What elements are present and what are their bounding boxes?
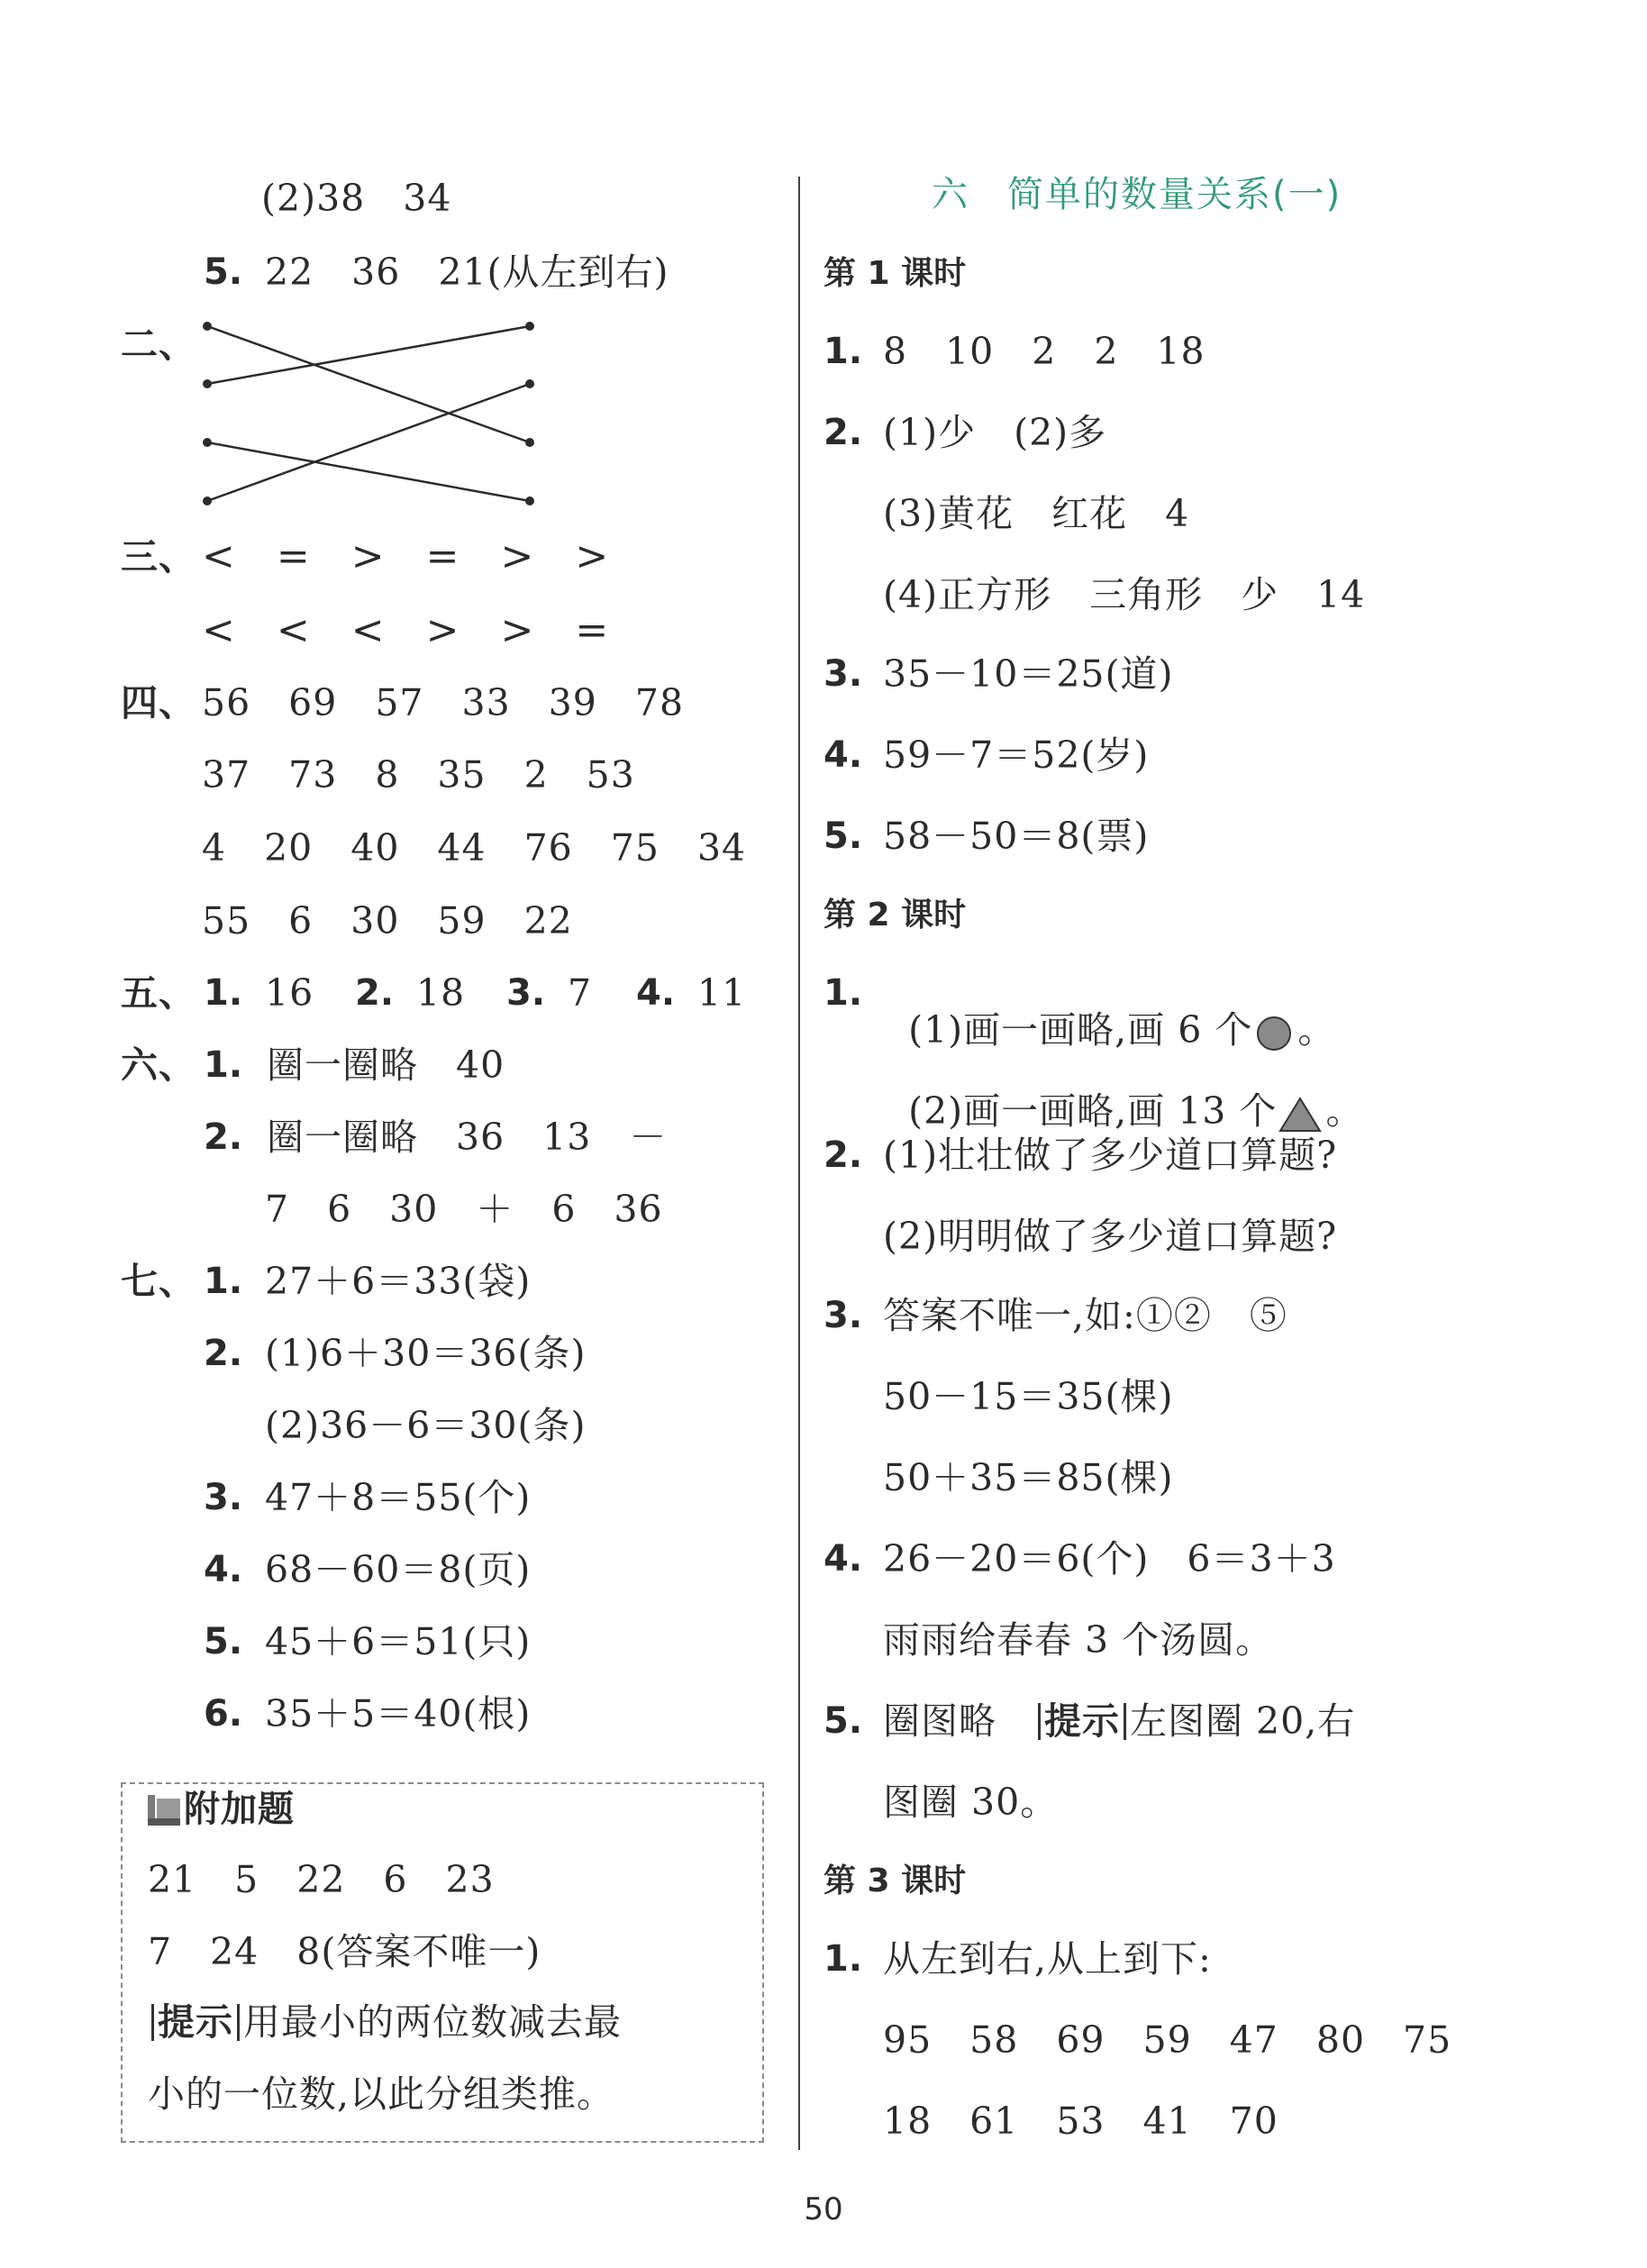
item-number: 2. bbox=[824, 1134, 863, 1176]
circle-shape-icon bbox=[1254, 1016, 1296, 1052]
item-number: 4. bbox=[204, 1549, 243, 1590]
hint-label: 提示 bbox=[151, 2004, 240, 2041]
number-row: 4 20 40 44 76 75 34 bbox=[202, 826, 747, 870]
extra-title: 附加题 bbox=[184, 1789, 295, 1830]
lesson-heading: 第 2 课时 bbox=[824, 897, 967, 934]
lesson-heading: 第 1 课时 bbox=[824, 255, 967, 292]
answer-end: 。 bbox=[1325, 1089, 1364, 1133]
item-number: 2. bbox=[355, 972, 395, 1014]
hint-label: 提示 bbox=[1038, 1703, 1126, 1740]
number-row: 95 58 69 59 47 80 75 bbox=[883, 2018, 1452, 2062]
item-number: 1. bbox=[204, 1261, 243, 1302]
answer-line: 35－10＝25(道) bbox=[883, 652, 1174, 696]
answer-line: 7 6 30 ＋ 6 36 bbox=[265, 1188, 663, 1231]
answer-line: (2)38 34 bbox=[261, 177, 452, 220]
answer-line: 答案不唯一,如:①② ⑤ bbox=[883, 1294, 1288, 1337]
comparison-row: < < < > > = bbox=[202, 607, 610, 653]
answer-value: 11 bbox=[697, 971, 747, 1015]
lesson-heading: 第 3 课时 bbox=[824, 1863, 967, 1899]
answer-line: 45＋6＝51(只) bbox=[265, 1620, 532, 1663]
answer-line: 雨雨给春春 3 个汤圆。 bbox=[883, 1618, 1274, 1662]
answer-line: (1)壮壮做了多少道口算题? bbox=[883, 1134, 1338, 1177]
extra-row: 小的一位数,以此分组类推。 bbox=[148, 2072, 615, 2116]
section-label: 三、 bbox=[121, 535, 196, 578]
item-number: 5. bbox=[824, 815, 863, 857]
item-number: 3. bbox=[824, 653, 863, 695]
item-number: 6. bbox=[204, 1693, 243, 1735]
answer-line: 26－20＝6(个) 6＝3＋3 bbox=[883, 1537, 1336, 1580]
number-row: 37 73 8 35 2 53 bbox=[202, 753, 635, 797]
answer-line: 59－7＝52(岁) bbox=[883, 733, 1150, 777]
answer-line: (2)36－6＝30(条) bbox=[265, 1404, 587, 1447]
answer-line: 圈一圈略 40 bbox=[267, 1043, 505, 1087]
answer-line bbox=[883, 1699, 1356, 1743]
answer-line: 从左到右,从上到下: bbox=[883, 1937, 1212, 1981]
hint-text: 用最小的两位数减去最 bbox=[243, 2000, 622, 2044]
answer-line: 50－15＝35(棵) bbox=[883, 1375, 1174, 1418]
item-number: 1. bbox=[824, 972, 863, 1014]
answer-line: 58－50＝8(票) bbox=[883, 815, 1150, 858]
answer-value: 16 bbox=[265, 971, 314, 1015]
answer-line: (2)明明做了多少道口算题? bbox=[883, 1215, 1338, 1258]
answer-line: (3)黄花 红花 4 bbox=[883, 492, 1190, 535]
answer-line: 图圈 30。 bbox=[883, 1781, 1059, 1824]
item-number: 5. bbox=[824, 1700, 863, 1742]
answer-text: (1)画一画略,画 6 个 bbox=[908, 1008, 1253, 1052]
number-row: 18 61 53 41 70 bbox=[883, 2099, 1278, 2143]
triangle-shape-icon bbox=[1278, 1096, 1324, 1134]
item-number: 4. bbox=[824, 1538, 863, 1580]
answer-line: 圈一圈略 36 13 － bbox=[267, 1116, 668, 1159]
answer-end: 。 bbox=[1297, 1008, 1336, 1052]
answer-line: 50＋35＝85(棵) bbox=[883, 1456, 1174, 1499]
extra-hint-row bbox=[148, 2000, 622, 2044]
item-number: 4. bbox=[636, 972, 676, 1014]
extra-row: 21 5 22 6 23 bbox=[148, 1858, 495, 1901]
item-number: 1. bbox=[824, 331, 863, 372]
section-label: 五、 bbox=[121, 971, 196, 1015]
number-row: 55 6 30 59 22 bbox=[202, 899, 573, 943]
answer-text: 左图圈 20,右 bbox=[1130, 1699, 1356, 1743]
answer-value: 18 bbox=[416, 971, 466, 1015]
answer-value: 7 bbox=[568, 971, 593, 1015]
item-number: 3. bbox=[204, 1477, 243, 1518]
comparison-row: < = > = > > bbox=[202, 533, 610, 579]
answer-text: (2)画一画略,画 13 个 bbox=[908, 1089, 1278, 1133]
extra-row: 7 24 8(答案不唯一) bbox=[148, 1930, 541, 1973]
section-label: 二、 bbox=[121, 323, 196, 366]
item-number: 3. bbox=[506, 972, 546, 1014]
answer-line: (4)正方形 三角形 少 14 bbox=[883, 573, 1366, 616]
section-label: 四、 bbox=[121, 681, 196, 724]
item-number: 5. bbox=[204, 1621, 243, 1662]
section-label: 七、 bbox=[121, 1260, 196, 1303]
page-number: 50 bbox=[804, 2191, 843, 2227]
answer-line: 35＋5＝40(根) bbox=[265, 1692, 532, 1735]
item-number: 4. bbox=[824, 734, 863, 776]
answer-line: 47＋8＝55(个) bbox=[265, 1476, 532, 1519]
section-label: 六、 bbox=[121, 1043, 196, 1087]
item-number: 5. bbox=[204, 251, 243, 293]
answer-line: 27＋6＝33(袋) bbox=[265, 1260, 532, 1303]
answer-line: 22 36 21(从左到右) bbox=[265, 250, 669, 294]
item-number: 1. bbox=[204, 1044, 243, 1086]
answer-line bbox=[883, 975, 1335, 1052]
answer-line: (1)6＋30＝36(条) bbox=[265, 1332, 587, 1375]
answer-text: 圈图略 bbox=[883, 1699, 996, 1743]
item-number: 2. bbox=[204, 1116, 243, 1158]
answer-line: (1)少 (2)多 bbox=[883, 411, 1107, 454]
chapter-title: 六 简单的数量关系(一) bbox=[932, 174, 1342, 215]
answer-line bbox=[883, 1056, 1363, 1134]
item-number: 1. bbox=[824, 1938, 863, 1980]
item-number: 2. bbox=[204, 1333, 243, 1374]
number-row: 56 69 57 33 39 78 bbox=[202, 681, 685, 724]
column-divider bbox=[798, 177, 800, 2150]
item-number: 3. bbox=[824, 1295, 863, 1336]
answer-line: 68－60＝8(页) bbox=[265, 1548, 532, 1591]
item-number: 1. bbox=[204, 972, 243, 1014]
answer-line: 8 10 2 2 18 bbox=[883, 330, 1206, 373]
item-number: 2. bbox=[824, 412, 863, 453]
